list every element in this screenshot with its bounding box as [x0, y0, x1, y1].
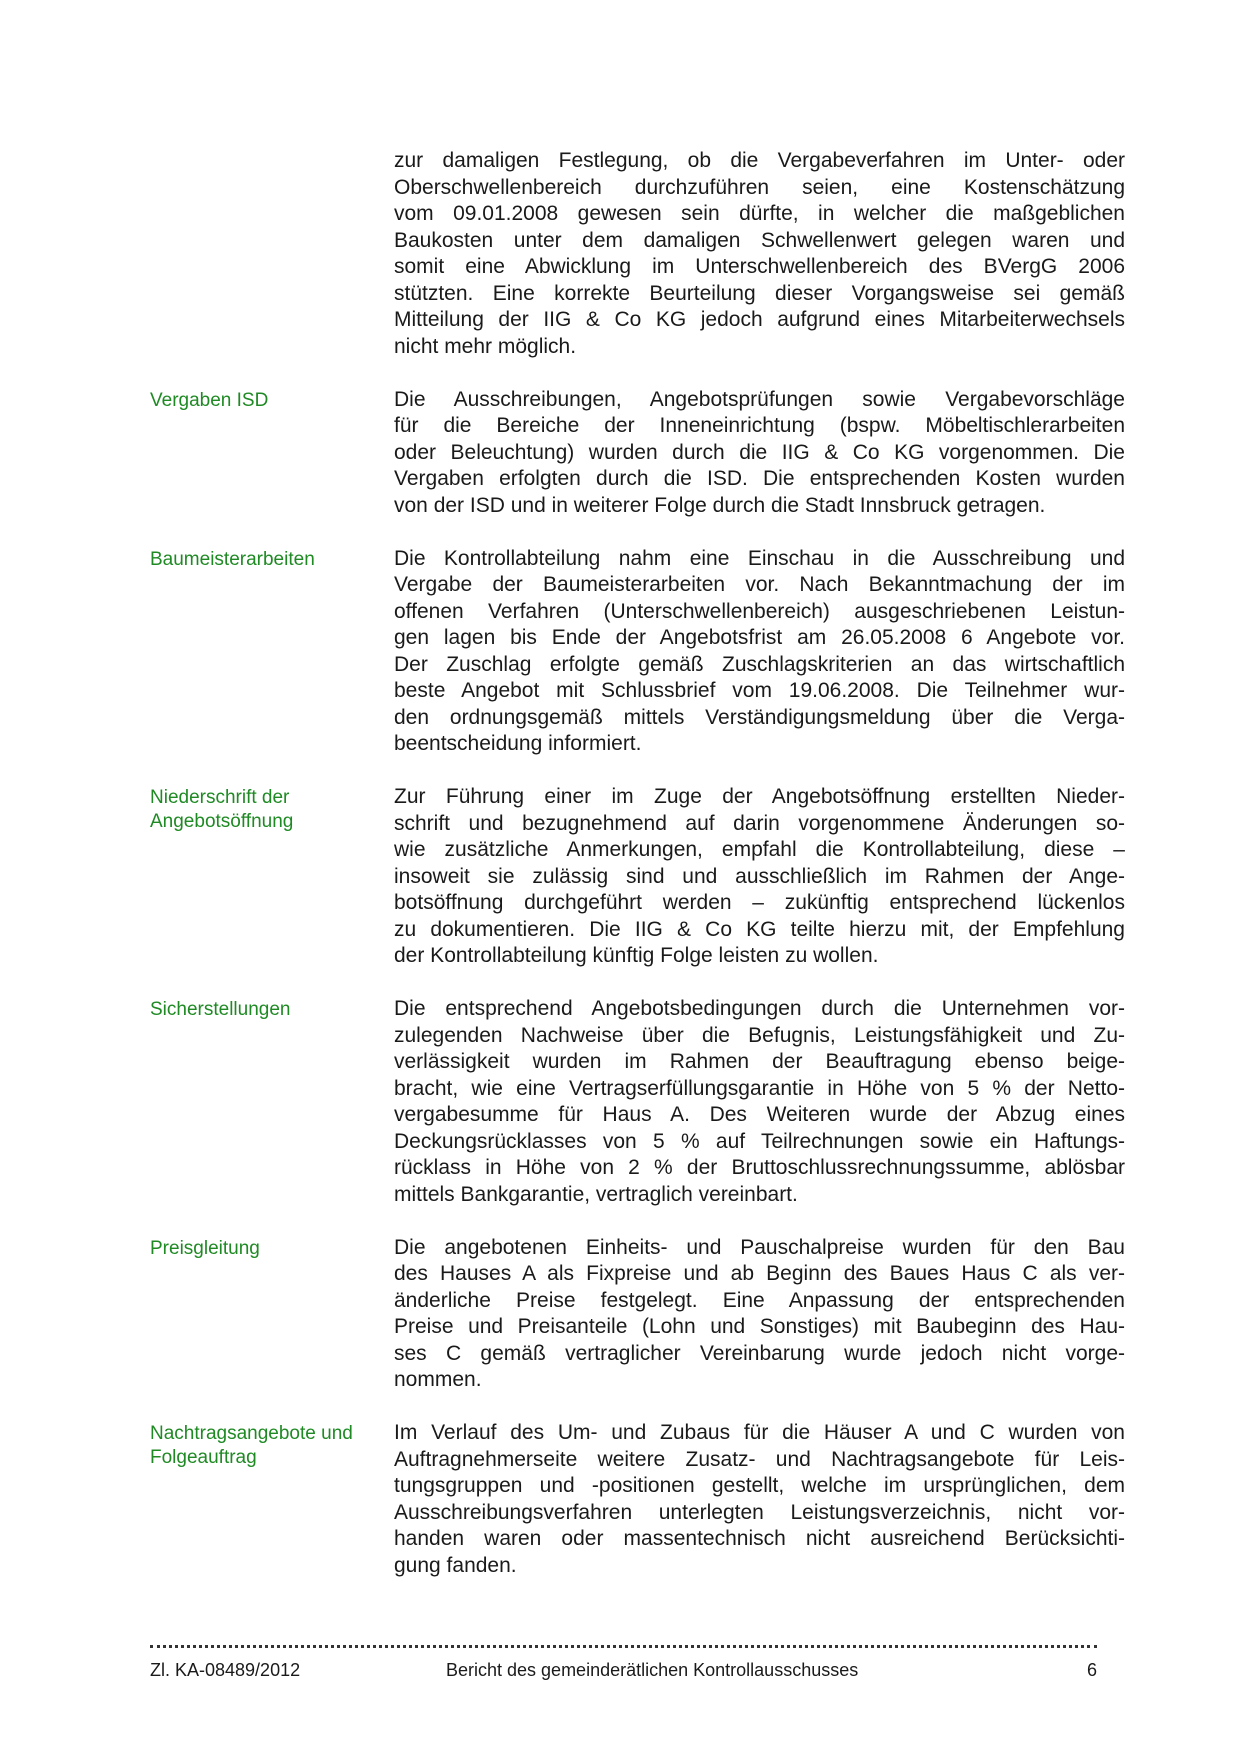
paragraph-line: insoweit sie zulässig sind und ausschließlich im Rahmen der Ange-: [394, 864, 1125, 888]
paragraph-line: vergabesumme für Haus A. Des Weiteren wurde der Abzug eines: [394, 1103, 1125, 1126]
document-reference: Zl. KA-08489/2012: [150, 1660, 301, 1680]
page-number: 6: [1086, 1660, 1097, 1680]
paragraph: [394, 148, 1125, 360]
paragraph-line: nicht mehr möglich.: [394, 334, 577, 358]
paragraph-line: Baukosten unter dem damaligen Schwellenwert gelegen waren und: [394, 228, 1125, 252]
paragraph-line: wie zusätzliche Anmerkungen, empfahl die Kontrollabteilung, diese –: [394, 838, 1125, 861]
paragraph-line: Die angebotenen Einheits- und Pauschalpreise wurden für den Bau: [394, 1235, 1125, 1259]
section: [150, 1235, 1125, 1394]
paragraph-line: nommen.: [394, 1368, 482, 1391]
margin-heading: [150, 1420, 394, 1579]
paragraph-line: bracht, wie eine Vertragserfüllungsgarantie in Höhe von 5 % der Netto-: [394, 1076, 1125, 1100]
margin-heading: [150, 784, 394, 970]
paragraph-line: des Hauses A als Fixpreise und ab Beginn des Baues Haus C als ver-: [394, 1262, 1125, 1285]
paragraph-line: Zur Führung einer im Zuge der Angebotsöffnung erstellten Nieder-: [394, 785, 1125, 808]
section: [150, 148, 1125, 360]
paragraph-line: zu dokumentieren. Die IIG & Co KG teilte hierzu mit, der Empfehlung: [394, 917, 1125, 941]
paragraph-line: zur damaligen Festlegung, ob die Vergabeverfahren im Unter- oder: [394, 149, 1125, 172]
paragraph-line: für die Bereiche der Inneneinrichtung (bspw. Möbeltischlerarbeiten: [394, 414, 1125, 437]
paragraph-line: ses C gemäß vertraglicher Vereinbarung wurde jedoch nicht vorge-: [394, 1341, 1125, 1365]
paragraph-line: Oberschwellenbereich durchzuführen seien, eine Kostenschätzung: [394, 175, 1125, 199]
paragraph-line: rücklass in Höhe von 2 % der Bruttoschlussrechnungssumme, ablösbar: [394, 1156, 1125, 1179]
paragraph-line: Ausschreibungsverfahren unterlegten Leistungsverzeichnis, nicht vor-: [394, 1500, 1125, 1524]
paragraph-line: oder Beleuchtung) wurden durch die IIG & Co KG vorgenommen. Die: [394, 440, 1125, 464]
paragraph: [394, 784, 1125, 970]
paragraph-line: von der ISD und in weiterer Folge durch die Stadt Innsbruck getragen.: [394, 493, 1046, 517]
paragraph-line: somit eine Abwicklung im Unterschwellenbereich des BVergG 2006: [394, 255, 1125, 278]
paragraph-line: beste Angebot mit Schlussbrief vom 19.06.2008. Die Teilnehmer wur-: [394, 679, 1125, 702]
margin-heading-line: Nachtragsangebote und: [150, 1423, 353, 1444]
paragraph-line: vom 09.01.2008 gewesen sein dürfte, in welcher die maßgeblichen: [394, 202, 1125, 225]
margin-heading: [150, 996, 394, 1208]
margin-heading-line: Niederschrift der: [150, 787, 290, 808]
paragraph: [394, 1420, 1125, 1579]
paragraph-line: Der Zuschlag erfolgte gemäß Zuschlagskriterien an das wirtschaftlich: [394, 652, 1125, 676]
document-body: [150, 148, 1125, 1606]
paragraph-line: botsöffnung durchgeführt werden – zukünftig entsprechend lückenlos: [394, 891, 1125, 914]
paragraph-line: Vergaben erfolgten durch die ISD. Die entsprechenden Kosten wurden: [394, 467, 1125, 490]
paragraph-line: stützten. Eine korrekte Beurteilung dieser Vorgangsweise sei gemäß: [394, 281, 1125, 305]
report-title: Bericht des gemeinderätlichen Kontrollausschusses: [446, 1660, 859, 1680]
margin-heading: [150, 387, 394, 520]
section: [150, 546, 1125, 758]
paragraph-line: beentscheidung informiert.: [394, 732, 642, 755]
margin-heading-line: Preisgleitung: [150, 1237, 260, 1259]
paragraph-line: Mitteilung der IIG & Co KG jedoch aufgrund eines Mitarbeiterwechsels: [394, 308, 1125, 331]
paragraph-line: verlässigkeit wurden im Rahmen der Beauftragung ebenso beige-: [394, 1050, 1125, 1073]
paragraph-line: schrift und bezugnehmend auf darin vorgenommene Änderungen so-: [394, 811, 1125, 835]
paragraph-line: tungsgruppen und -positionen gestellt, welche im ursprünglichen, dem: [394, 1474, 1125, 1497]
paragraph: [394, 546, 1125, 758]
paragraph-line: Die Kontrollabteilung nahm eine Einschau in die Ausschreibung und: [394, 546, 1125, 570]
section: [150, 784, 1125, 970]
margin-heading: [150, 1235, 394, 1394]
margin-heading: [150, 546, 394, 758]
paragraph-line: änderliche Preise festgelegt. Eine Anpassung der entsprechenden: [394, 1288, 1125, 1312]
paragraph-line: gen lagen bis Ende der Angebotsfrist am 26.05.2008 6 Angebote vor.: [394, 626, 1125, 649]
section: [150, 996, 1125, 1208]
paragraph: [394, 1235, 1125, 1394]
paragraph-line: Preise und Preisanteile (Lohn und Sonstiges) mit Baubeginn des Hau-: [394, 1315, 1125, 1338]
paragraph-line: mittels Bankgarantie, vertraglich vereinbart.: [394, 1182, 798, 1206]
paragraph-line: zulegenden Nachweise über die Befugnis, Leistungsfähigkeit und Zu-: [394, 1023, 1125, 1047]
margin-heading-line: Vergaben ISD: [150, 389, 269, 411]
paragraph-line: handen waren oder massentechnisch nicht ausreichend Berücksichti-: [394, 1527, 1125, 1550]
section: [150, 387, 1125, 520]
section: [150, 1420, 1125, 1579]
paragraph-line: Vergabe der Baumeisterarbeiten vor. Nach Bekanntmachung der im: [394, 573, 1125, 596]
footer-divider: [150, 1645, 1097, 1648]
paragraph-line: Die Ausschreibungen, Angebotsprüfungen sowie Vergabevorschläge: [394, 387, 1125, 411]
margin-heading: [150, 148, 394, 360]
paragraph-line: Deckungsrücklasses von 5 % auf Teilrechnungen sowie ein Haftungs-: [394, 1129, 1125, 1153]
paragraph-line: gung fanden.: [394, 1553, 517, 1577]
paragraph: [394, 387, 1125, 520]
paragraph-line: Die entsprechend Angebotsbedingungen durch die Unternehmen vor-: [394, 997, 1125, 1020]
margin-heading-line: Sicherstellungen: [150, 999, 291, 1020]
paragraph-line: Auftragnehmerseite weitere Zusatz- und Nachtragsangebote für Leis-: [394, 1447, 1125, 1471]
paragraph: [394, 996, 1125, 1208]
margin-heading-line: Angebotsöffnung: [150, 811, 294, 832]
paragraph-line: der Kontrollabteilung künftig Folge leisten zu wollen.: [394, 944, 879, 967]
paragraph-line: Im Verlauf des Um- und Zubaus für die Häuser A und C wurden von: [394, 1421, 1125, 1444]
margin-heading-line: Baumeisterarbeiten: [150, 548, 315, 570]
margin-heading-line: Folgeauftrag: [150, 1447, 257, 1468]
paragraph-line: den ordnungsgemäß mittels Verständigungsmeldung über die Verga-: [394, 705, 1125, 729]
paragraph-line: offenen Verfahren (Unterschwellenbereich) ausgeschriebenen Leistun-: [394, 599, 1125, 623]
